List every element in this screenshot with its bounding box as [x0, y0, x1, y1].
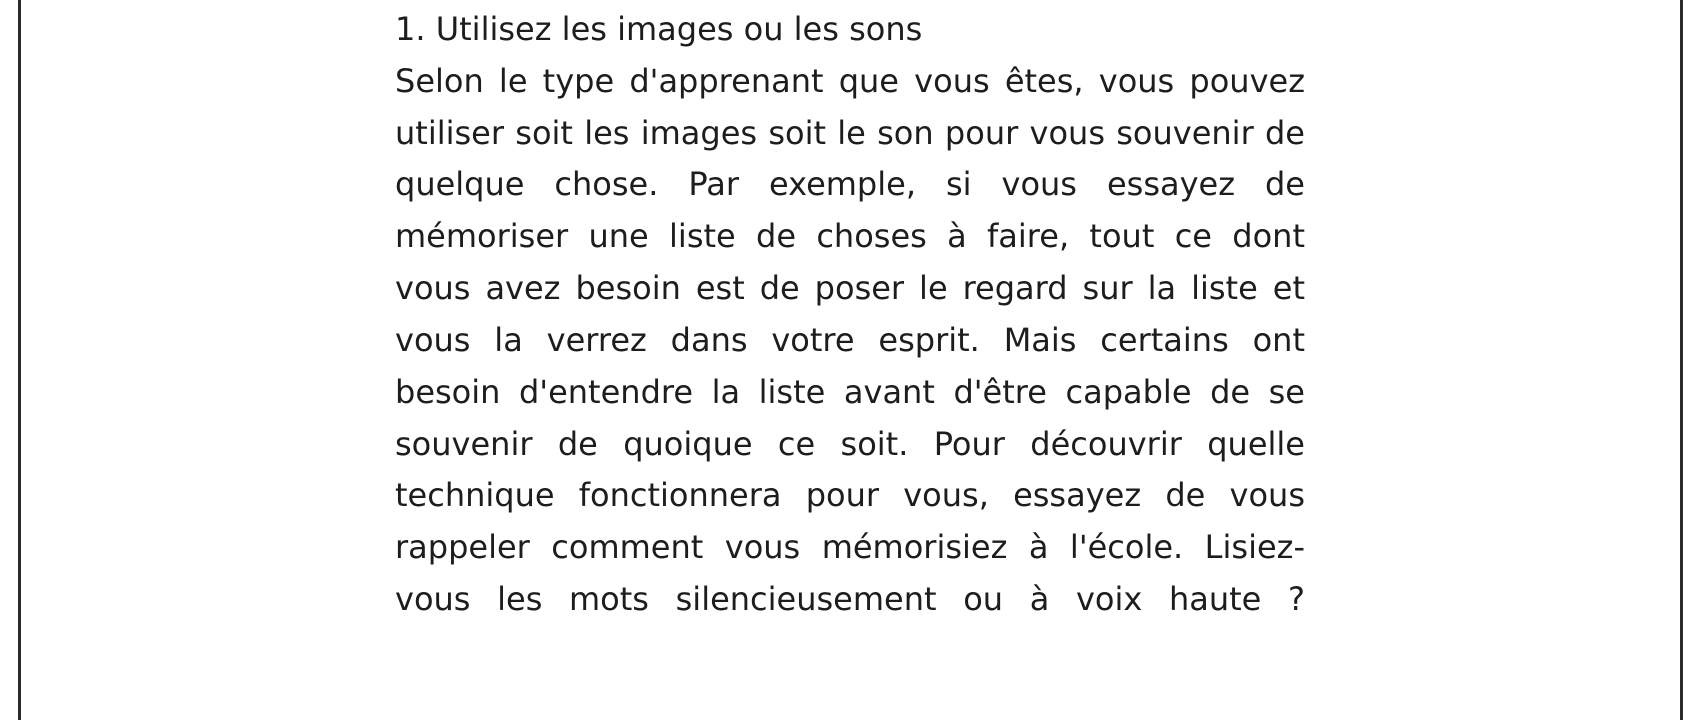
body-paragraph: Selon le type d'apprenant que vous êtes, vous pouvez utiliser soit les images soit le son pour vous souvenir de quelque chose. Par exemple, si vous essayez de mémoriser une liste de choses à faire, tout ce dont vous avez besoin est de poser le regard sur la liste et vous la verrez dans votre esprit. Mais certains ont besoin d'entendre la liste avant d'être capable de se souvenir de quoique ce soit. Pour découvrir quelle technique fonctionnera pour vous, essayez de vous rappeler comment vous mémorisiez à l'école. Lisiez-vous les mots silencieusement ou à voix haute ? — [395, 61, 1305, 619]
left-margin-rule — [18, 0, 21, 720]
right-margin-rule — [1680, 0, 1683, 720]
document-text-column — [395, 0, 1305, 720]
section-heading: 1. Utilisez les images ou les sons — [395, 10, 923, 48]
